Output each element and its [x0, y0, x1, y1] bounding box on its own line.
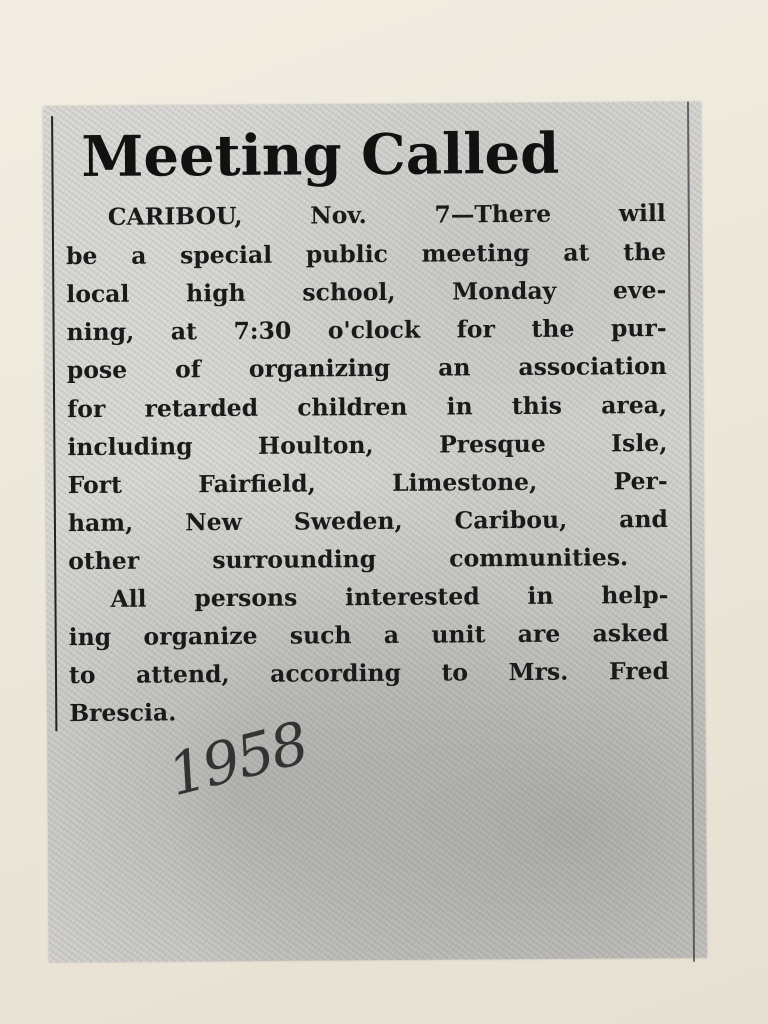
article-line: ing organize such a unit are asked	[68, 618, 669, 652]
article-line: including Houlton, Presque Isle,	[67, 428, 668, 462]
article-line: local high school, Monday eve-	[66, 275, 667, 309]
article-line: Brescia.	[69, 698, 177, 728]
newspaper-clipping	[43, 102, 707, 963]
article-line: Fort Fairfield, Limestone, Per-	[67, 466, 668, 500]
article-line: ning, at 7:30 o'clock for the pur-	[66, 313, 667, 347]
article-line: CARIBOU, Nov. 7—There will	[107, 198, 666, 231]
column-rule	[51, 116, 57, 731]
article-line: ham, New Sweden, Caribou, and	[67, 504, 669, 538]
article-line: for retarded children in this area,	[67, 390, 668, 424]
article-line: pose of organizing an association	[66, 351, 667, 385]
article-line: All persons interested in help-	[110, 580, 669, 613]
article-line: other surrounding communities.	[68, 543, 629, 576]
headline: Meeting Called	[81, 120, 560, 191]
article-line: to attend, according to Mrs. Fred	[68, 656, 670, 690]
handwritten-year: 1958	[161, 708, 314, 810]
article-line: be a special public meeting at the	[65, 237, 667, 271]
column-rule	[687, 102, 695, 962]
